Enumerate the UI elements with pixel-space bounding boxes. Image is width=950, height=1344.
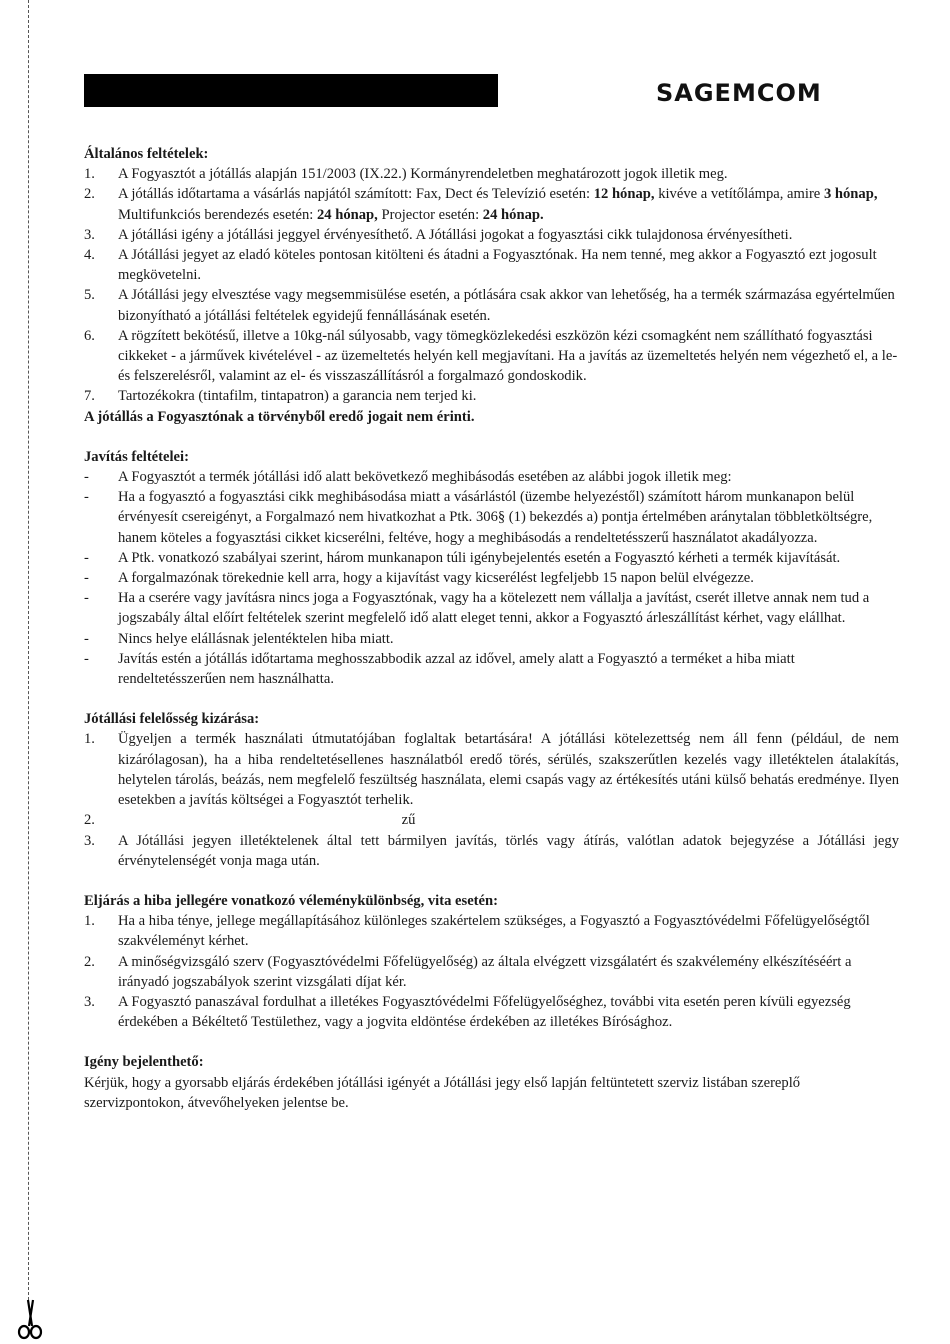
section-heading-claim: Igény bejelenthető: — [84, 1054, 204, 1071]
list-item: 7. Tartozékokra (tintafilm, tintapatron) a garancia nem terjed ki. — [84, 388, 477, 405]
document-body — [84, 144, 899, 1113]
list-item: 4. A Jótállási jegyet az eladó köteles pontosan kitölteni és átadni a Fogyasztónak. Ha nem tenné, meg akkor a Fogyasztó ezt jogosult megkövetelni. — [84, 247, 877, 284]
list-item: 1. Ügyeljen a termék használati útmutatójában foglaltak betartására! A jótállási kötelezettség nem áll fenn (például, de nem kizárólagosan), ha a hiba rendeltetésellenes használatból eredő törés, sérülés, szakszerűtlen kezelés vagy illetéktelen átalakítás, helytelen tárolás, beázás, nem megfelelő feszültség használata, elemi csapás vagy az értékesítés utáni külső behatás eredménye. Ilyen esetekben a javítás költségei a Fogyasztót terhelik. — [84, 731, 899, 809]
scissors-icon — [13, 1298, 47, 1342]
sagemcom-logo — [656, 80, 856, 104]
list-item: 5. A Jótállási jegy elvesztése vagy megsemmisülése esetén, a pótlására csak akkor van lehetőség, ha a termék származása egyértelműen bizonyítható a jótállási feltételek egyidejű fennállásának esetén. — [84, 287, 895, 324]
list-item: 2. A jótállás időtartama a vásárlás napjától számított: Fax, Dect és Televízió esetén: 12 hónap, kivéve a vetítőlámpa, amire 3 hónap, Multifunkciós berendezés esetén: 24 hónap, Projector esetén: 24 hónap. — [84, 186, 878, 223]
list-item: 2. zű — [84, 812, 416, 829]
list-item: 1. A Fogyasztót a jótállás alapján 151/2003 (IX.22.) Kormányrendeletben meghatározott jogok illetik meg. — [84, 166, 728, 183]
list-item: 6. A rögzített bekötésű, illetve a 10kg-nál súlyosabb, vagy tömegközlekedési eszközön kézi csomagként nem szállítható fogyasztási cikkeket - a járművek kivételével - az üzemeltetés helyén kell megjavítani. Ha a javítás az üzemeltetés helyén nem végezhető el, a le- és felszerelésről, valamint az el- és visszaszállításról a forgalmazó gondoskodik. — [84, 327, 898, 385]
list-item: - Ha a cserére vagy javításra nincs joga a Fogyasztónak, vagy ha a kötelezett nem vállalja a javítást, cserét illetve annak nem tud a jogszabály által előírt feltételek szerint megfelelő idő alatt eleget tenni, akkor a Fogyasztó árleszállítást kérhet, vagy elállhat. — [84, 590, 870, 627]
list-item: - A forgalmazónak törekednie kell arra, hogy a kijavítást vagy kicserélést legfeljebb 15 napon belül elvégezze. — [84, 570, 754, 587]
list-item: - A Ptk. vonatkozó szabályai szerint, három munkanapon túli igénybejelentés esetén a Fogyasztó kérheti a termék kijavítását. — [84, 549, 841, 566]
section-heading-repair: Javítás feltételei: — [84, 448, 189, 465]
section-heading-exclusion: Jótállási felelősség kizárása: — [84, 711, 260, 728]
list-item: 1. Ha a hiba ténye, jellege megállapításához különleges szakértelem szükséges, a Fogyasztó a Fogyasztóvédelmi Főfelügyelőségtől szakvéleményt kérhet. — [84, 913, 870, 950]
section-heading-dispute: Eljárás a hiba jellegére vonatkozó véleménykülönbség, vita esetén: — [84, 892, 498, 909]
svg-text:SAGEMCOM: SAGEMCOM — [656, 80, 822, 104]
cut-line — [28, 0, 29, 1300]
general-closing-statement: A jótállás a Fogyasztónak a törvényből eredő jogait nem érinti. — [84, 408, 475, 425]
list-item: 3. A Fogyasztó panaszával fordulhat a illetékes Fogyasztóvédelmi Főfelügyelőséghez, további vita esetén peren kívüli egyezség érdekében a Békéltető Testülethez, vagy a jogvita eldöntése érdekében az illetékes Bírósághoz. — [84, 993, 851, 1031]
redacted-header-bar — [84, 74, 498, 107]
section-heading-general: Általános feltételek: — [84, 146, 209, 162]
list-item: - Ha a fogyasztó a fogyasztási cikk meghibásodása miatt a vásárlástól (üzembe helyezéstől) számított három munkanapon belül érvényesít csereigényt, a Forgalmazó nem hivatkozhat a Ptk. 306§ (1) bekezdés a) pontja értelmében aránytalan többletköltségre, hanem köteles a fogyasztási cikket kicserélni, feltéve, hogy a meghibásodás a rendeltetésszerű használatot akadályozza. — [84, 489, 873, 546]
list-item: - Nincs helye elállásnak jelentéktelen hiba miatt. — [84, 630, 394, 647]
claim-text: Kérjük, hogy a gyorsabb eljárás érdekében jótállási igényét a Jótállási jegy első lapján feltüntetett szerviz listában szereplő szervizpontokon, átvevőhelyeken jelentse be. — [84, 1074, 801, 1111]
list-item: 3. A jótállási igény a jótállási jeggyel érvényesíthető. A Jótállási jogokat a fogyasztási cikk tulajdonosa érvényesítheti. — [84, 226, 793, 243]
list-item: - Javítás estén a jótállás időtartama meghosszabbodik azzal az idővel, amely alatt a Fogyasztó a terméket a hiba miatt rendeltetésszerűen nem használhatta. — [84, 650, 795, 688]
list-item: 3. A Jótállási jegyen illetéktelenek által tett bármilyen javítás, törlés vagy átírás, valótlan adatok bejegyzése a Jótállási jegy érvénytelenségét vonja maga után. — [84, 832, 899, 869]
list-item: 2. A minőségvizsgáló szerv (Fogyasztóvédelmi Főfelügyelőség) az általa elvégzett vizsgálatért és szakvélemény elkészítéséért a irányadó jogszabályok szerint vizsgálati díjat kér. — [84, 953, 852, 990]
list-item: - A Fogyasztót a termék jótállási idő alatt bekövetkező meghibásodás esetében az alábbi jogok illetik meg: — [84, 469, 732, 486]
